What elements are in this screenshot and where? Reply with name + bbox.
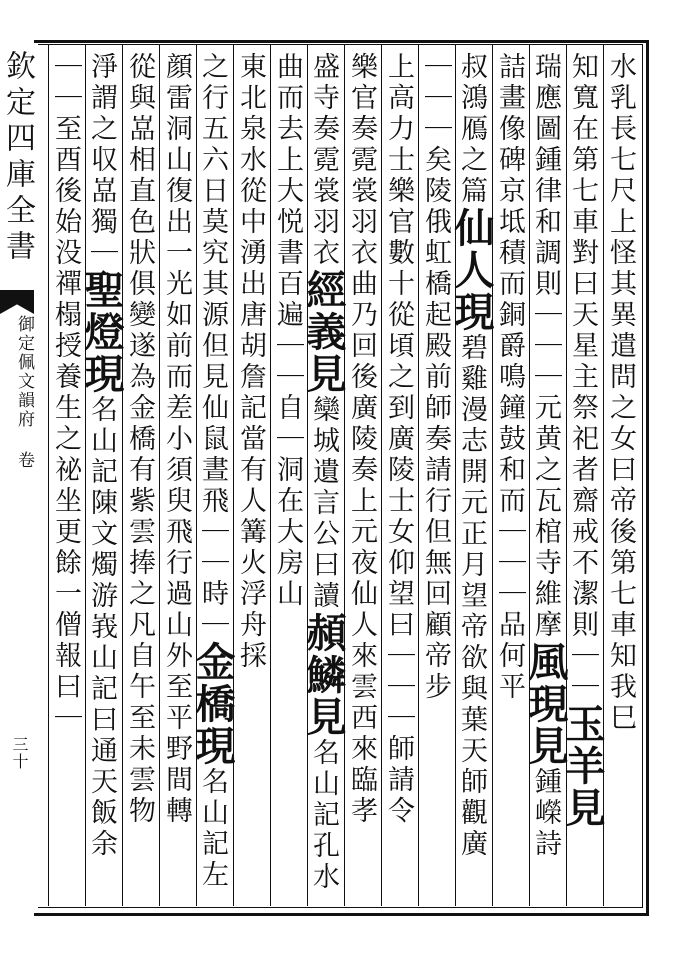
entry-text: 淨謂之収嵓獨｜ <box>86 52 117 269</box>
text-column <box>78 52 125 904</box>
text-column <box>161 52 196 904</box>
entry-text: 洞在大房山 <box>272 455 303 610</box>
entry-text: 顔雷洞山復出一光如前而差小須臾飛行過山外至平野間轉 <box>161 52 192 827</box>
entry-text: 知寬在第七車對曰天星主祭祀者齋戒不潔則｜｜ <box>567 52 598 703</box>
entry-text: 名山記左 <box>197 767 228 891</box>
entry-text: 欒城遺言公曰讀 <box>308 395 339 612</box>
margin-subtitle: 御定佩文韻府 卷 <box>14 315 34 470</box>
text-column <box>300 52 347 904</box>
fishtail-ornament <box>0 290 34 314</box>
entry-text: 禪榻授養生之祕坐更餘一僧報曰｜ <box>50 269 81 734</box>
text-column <box>272 52 307 904</box>
entry-text: 樂官奏霓裳羽衣曲乃回後廣陵奏上元夜仙人來雲西來臨孝 <box>346 52 377 827</box>
text-column <box>189 52 236 904</box>
entry-text: 之行五六日莫究其源但見仙鼠晝飛｜｜時｜ <box>197 52 228 641</box>
entry-text: 名山記孔水 <box>308 738 339 893</box>
entry-text: ｜｜至酉後始没 <box>50 52 81 269</box>
entry-text: 上高力士樂官數十從頃之到廣陵士女仰望曰｜｜｜師請令 <box>383 52 414 827</box>
text-column <box>124 52 159 904</box>
text-column <box>383 52 418 904</box>
text-column <box>522 52 569 904</box>
entry-text: ｜｜｜矣 <box>420 52 451 176</box>
entry-text: 名山記陳文燭游峩山記曰通天飯余 <box>86 395 117 860</box>
text-column <box>235 52 270 904</box>
entry-text: 瑞應圖鍾律和調則｜｜｜元黄之瓦棺寺維摩 <box>530 52 561 641</box>
entry-text: 陵俄虹橋起殿前師奏請行但無回顧帝步 <box>420 176 451 703</box>
margin-book-title: 欽定四庫全書 <box>0 50 35 266</box>
entry-heading: 經義見 <box>300 269 347 395</box>
text-column <box>346 52 381 904</box>
entry-heading: 聖燈現 <box>78 269 125 395</box>
entry-text: 碧雞漫志開元正月望帝欲與葉天師觀廣 <box>456 333 487 860</box>
entry-text: 叔鴻鴈之篇 <box>456 52 487 207</box>
text-column <box>494 52 529 904</box>
entry-text: 東北泉水從中湧出唐胡詹記當有人篝火浮舟採 <box>235 52 266 672</box>
text-column <box>559 52 606 904</box>
entry-text: 書百遍｜｜自｜ <box>272 238 303 455</box>
text-column <box>605 52 640 904</box>
entry-text: 鍾嶸詩 <box>530 767 561 860</box>
entry-heading: 風現見 <box>522 641 569 767</box>
text-column <box>448 52 495 904</box>
entry-text: 水乳長七尺上怪其異遣問之女曰帝後第七車知我巳 <box>605 52 636 734</box>
entry-heading: 仙人現 <box>448 207 495 333</box>
entry-text: 從與嵓相直色狀俱變遂為金橋有紫雲捧之凡自午至未雲物 <box>124 52 155 827</box>
text-column <box>420 52 455 904</box>
entry-text: 品何平 <box>494 610 525 703</box>
entry-heading: 頳鱗見 <box>300 612 347 738</box>
entry-heading: 玉羊見 <box>559 703 606 829</box>
entry-text: 盛寺奏霓裳羽衣 <box>308 52 339 269</box>
entry-heading: 金橋現 <box>189 641 236 767</box>
entry-text: 曲而去上大悦 <box>272 52 303 238</box>
entry-text: 詰畫像碑京坻積而銅爵鳴鐘鼓和而｜｜｜ <box>494 52 525 610</box>
page-number: 三十 <box>10 736 29 770</box>
text-column <box>50 52 85 904</box>
